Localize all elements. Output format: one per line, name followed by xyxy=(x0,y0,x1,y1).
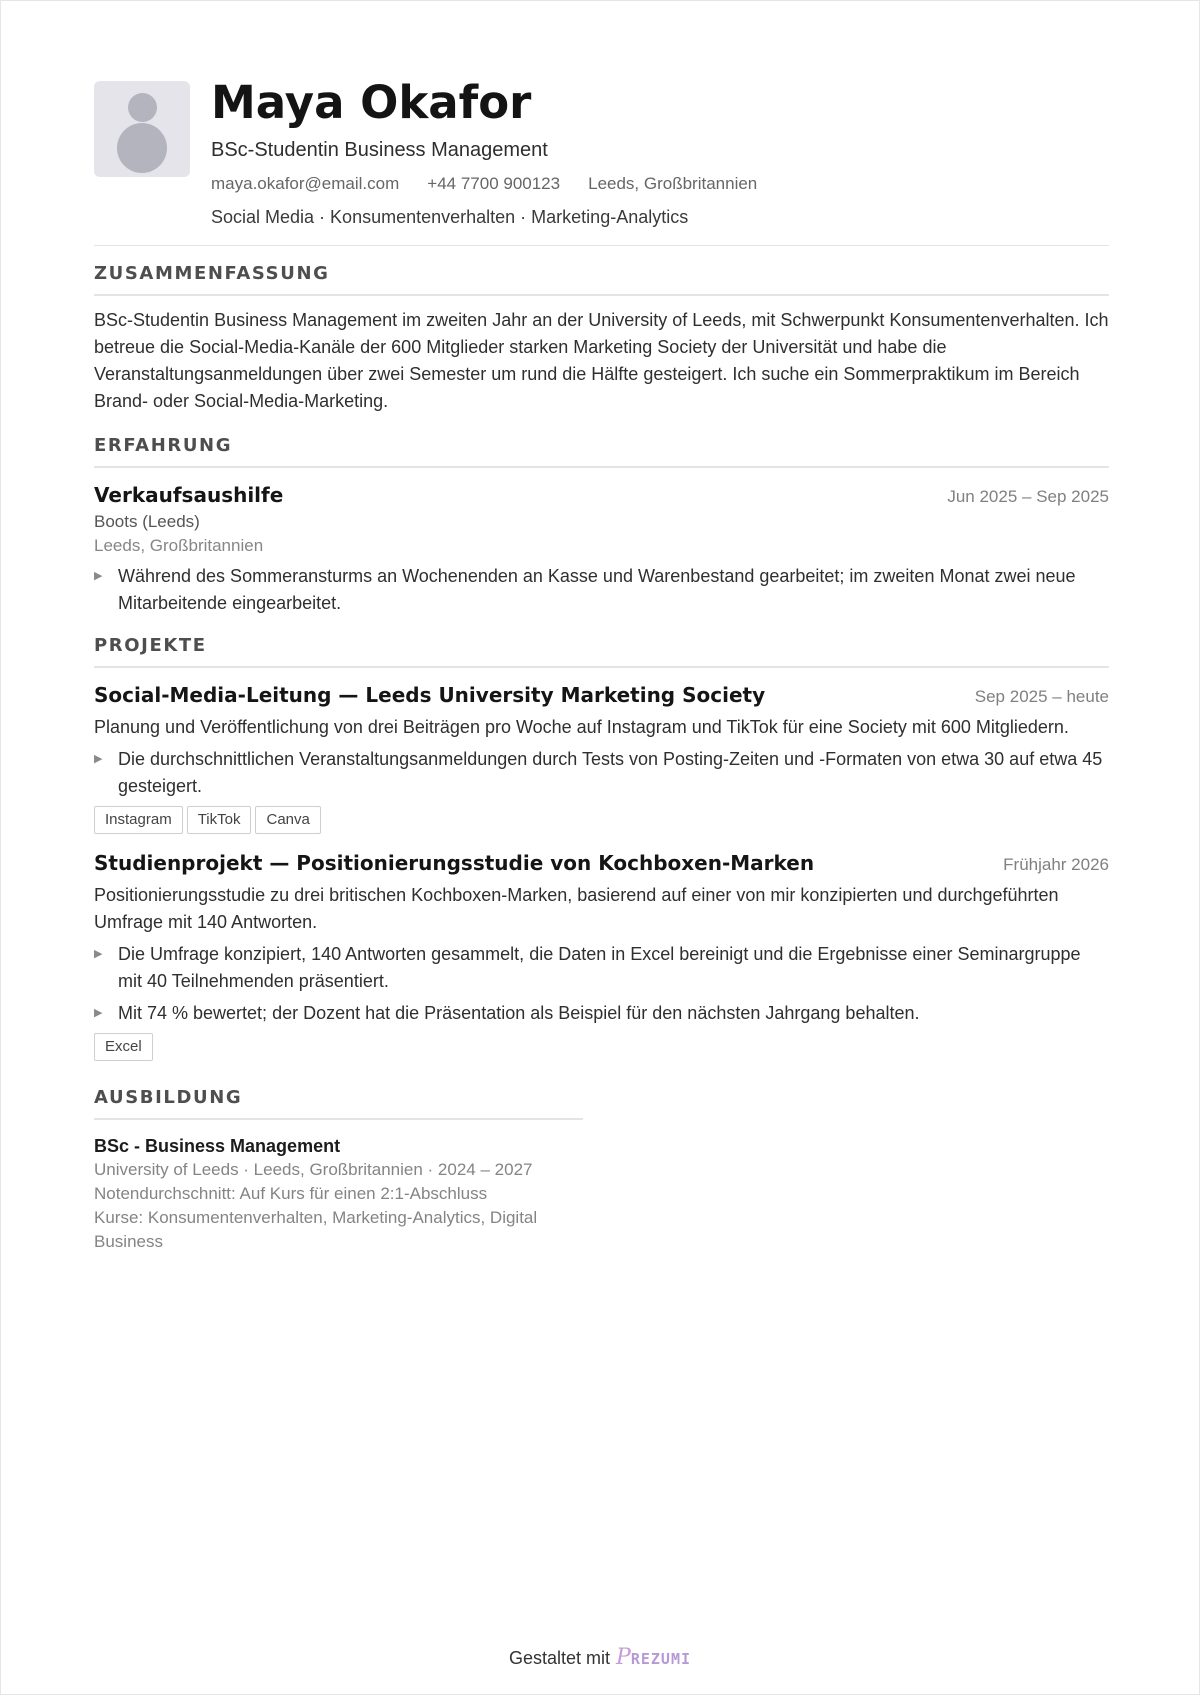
project-dates: Frühjahr 2026 xyxy=(1003,855,1109,874)
bullet-item xyxy=(94,1000,1109,1027)
section-title-projects: PROJEKTE xyxy=(94,635,1109,668)
section-title-education: AUSBILDUNG xyxy=(94,1087,583,1120)
skill-tag: Instagram xyxy=(94,806,183,834)
entry-header xyxy=(94,682,1109,708)
project-entry xyxy=(94,850,1109,1061)
footer-text: Gestaltet mit xyxy=(508,1648,611,1668)
section-title-summary: ZUSAMMENFASSUNG xyxy=(94,263,1109,296)
job-employer: Boots (Leeds) xyxy=(94,512,200,531)
avatar xyxy=(94,81,190,177)
job-location: Leeds, Großbritannien xyxy=(94,536,264,555)
education-section xyxy=(94,1087,583,1254)
resume-page xyxy=(94,76,1109,1254)
candidate-name: Maya Okafor xyxy=(211,76,532,129)
contact-line xyxy=(211,173,757,195)
project-bullets xyxy=(94,746,1109,800)
bullet-triangle-icon: ▶ xyxy=(94,1007,103,1019)
skill-tag: TikTok xyxy=(187,806,252,834)
experience-section xyxy=(94,435,1109,617)
entry-header xyxy=(94,482,1109,508)
experience-entry xyxy=(94,482,1109,617)
skill-tag: Excel xyxy=(94,1033,153,1061)
bullet-item xyxy=(94,563,1109,617)
skills-line: Social Media · Konsumentenverhalten · Marketing-Analytics xyxy=(211,207,689,227)
project-tags xyxy=(94,806,1109,834)
job-dates: Jun 2025 – Sep 2025 xyxy=(947,487,1109,506)
project-description: Planung und Veröffentlichung von drei Beiträgen pro Woche auf Instagram und TikTok für eine Society mit 600 Mitgliedern. xyxy=(94,717,1069,737)
education-degree: BSc - Business Management xyxy=(94,1136,341,1156)
bullet-item xyxy=(94,746,1109,800)
rezumi-logo-text[interactable]: REZUMI xyxy=(630,1650,692,1668)
bullet-triangle-icon: ▶ xyxy=(94,570,103,582)
project-title: Social-Media-Leitung — Leeds University Marketing Society xyxy=(94,683,766,707)
education-grade: Notendurchschnitt: Auf Kurs für einen 2:1-Abschluss xyxy=(94,1184,488,1203)
contact-phone[interactable]: +44 7700 900123 xyxy=(427,174,561,193)
education-school: University of Leeds · Leeds, Großbritannien · 2024 – 2027 xyxy=(94,1160,533,1179)
project-dates: Sep 2025 – heute xyxy=(974,687,1109,706)
project-title: Studienprojekt — Positionierungsstudie von Kochboxen-Marken xyxy=(94,851,815,875)
resume-header xyxy=(94,76,1109,229)
rezumi-logo-icon[interactable]: P xyxy=(616,1645,631,1670)
bullet-text: Die durchschnittlichen Veranstaltungsanmeldungen durch Tests von Posting-Zeiten und -Formaten von etwa 30 auf etwa 45 gesteigert. xyxy=(118,749,1103,796)
job-bullets xyxy=(94,563,1109,617)
project-tags xyxy=(94,1033,1109,1061)
bullet-triangle-icon: ▶ xyxy=(94,948,103,960)
candidate-headline: BSc-Studentin Business Management xyxy=(211,139,548,161)
summary-text: BSc-Studentin Business Management im zweiten Jahr an der University of Leeds, mit Schwerpunkt Konsumentenverhalten. Ich betreue die Social-Media-Kanäle der 600 Mitglieder starken Marketing Society der Universität und habe die Veranstaltungsanmeldungen über zwei Semester um rund die Hälfte gesteigert. Ich suche ein Sommerpraktikum im Bereich Brand- oder Social-Media-Marketing. xyxy=(94,310,1109,411)
bullet-text: Während des Sommeransturms an Wochenenden an Kasse und Warenbestand gearbeitet; im zweiten Monat zwei neue Mitarbeitende eingearbeitet. xyxy=(118,566,1076,613)
project-entry xyxy=(94,682,1109,834)
skill-tag: Canva xyxy=(255,806,320,834)
project-description: Positionierungsstudie zu drei britischen Kochboxen-Marken, basierend auf einer von mir konzipierten und durchgeführten Umfrage mit 140 Antworten. xyxy=(94,885,1059,932)
section-title-experience: ERFAHRUNG xyxy=(94,435,1109,468)
avatar-body-shape xyxy=(117,123,167,173)
header-divider xyxy=(94,245,1109,246)
contact-email[interactable]: maya.okafor@email.com xyxy=(211,174,400,193)
projects-section xyxy=(94,635,1109,1061)
bullet-item xyxy=(94,941,1109,995)
footer xyxy=(1,1645,1199,1670)
bullet-text: Mit 74 % bewertet; der Dozent hat die Präsentation als Beispiel für den nächsten Jahrgang behalten. xyxy=(118,1003,920,1023)
project-bullets xyxy=(94,941,1109,1027)
education-courses: Kurse: Konsumentenverhalten, Marketing-Analytics, Digital Business xyxy=(94,1208,538,1251)
job-title: Verkaufsaushilfe xyxy=(94,483,284,507)
header-text xyxy=(211,76,758,229)
bullet-triangle-icon: ▶ xyxy=(94,753,103,765)
bullet-text: Die Umfrage konzipiert, 140 Antworten gesammelt, die Daten in Excel bereinigt und die Ergebnisse einer Seminargruppe mit 40 Teilnehmenden präsentiert. xyxy=(118,944,1081,991)
summary-section xyxy=(94,263,1109,415)
avatar-head-shape xyxy=(128,93,157,122)
entry-header xyxy=(94,850,1109,876)
contact-location: Leeds, Großbritannien xyxy=(588,174,758,193)
